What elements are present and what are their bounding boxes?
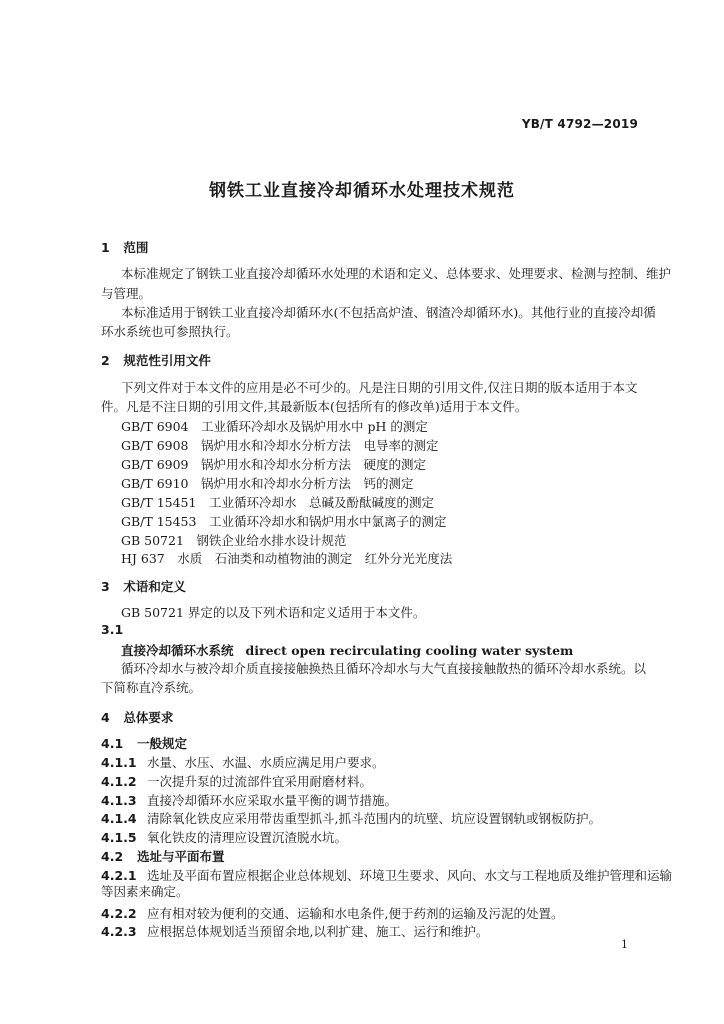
clause-text: 氧化铁皮的清理应设置沉渣脱水坑。 (147, 830, 348, 845)
term-number: 3.1 (101, 622, 124, 637)
section-title: 总体要求 (123, 710, 174, 725)
section-3-heading (101, 577, 186, 595)
clause-4-1-5 (101, 828, 347, 846)
reference-item: GB/T 15453 工业循环冷却水和锅炉用水中氯离子的测定 (121, 514, 447, 529)
paragraph-line: 下列文件对于本文件的应用是必不可少的。凡是注日期的引用文件,仅注日期的版本适用于本文 (121, 380, 638, 395)
page-number: 1 (621, 938, 628, 951)
clause-number: 4.1 (101, 736, 124, 751)
clause-number: 4.2.1 (101, 868, 137, 883)
clause-title: 一般规定 (137, 736, 188, 751)
reference-item: GB/T 6909 锅炉用水和冷却水分析方法 硬度的测定 (121, 457, 427, 472)
clause-4-1 (101, 734, 187, 752)
clause-text: 选址及平面布置应根据企业总体规划、环境卫生要求、风向、水文与工程地质及维护管理和运输 (147, 868, 673, 883)
clause-title: 选址与平面布置 (137, 849, 225, 864)
clause-number: 4.1.4 (101, 811, 137, 826)
term-chinese: 直接冷却循环水系统 (121, 643, 234, 658)
reference-item: GB/T 6908 锅炉用水和冷却水分析方法 电导率的测定 (121, 438, 439, 453)
clause-number: 4.2.2 (101, 906, 137, 921)
reference-item: GB 50721 钢铁企业给水排水设计规范 (121, 533, 347, 548)
section-number: 4 (101, 710, 110, 725)
clause-4-1-4 (101, 809, 601, 827)
clause-text: 清除氧化铁皮应采用带齿重型抓斗,抓斗范围内的坑壁、坑应设置钢轨或钢板防护。 (147, 811, 601, 826)
section-title: 术语和定义 (123, 579, 186, 594)
paragraph-line: 环水系统也可参照执行。 (101, 324, 239, 339)
section-1-heading (101, 238, 148, 256)
clause-4-2-2 (101, 904, 563, 922)
section-2-heading (101, 351, 211, 369)
clause-text: 水量、水压、水温、水质应满足用户要求。 (147, 755, 385, 770)
clause-number: 4.1.1 (101, 755, 137, 770)
term-definition-line: 下简称直冷系统。 (101, 680, 202, 695)
paragraph-line: 本标准规定了钢铁工业直接冷却循环水处理的术语和定义、总体要求、处理要求、检测与控制、维护 (121, 266, 672, 281)
reference-item: GB/T 6904 工业循环冷却水及锅炉用水中 pH 的测定 (121, 419, 428, 434)
term-definition-line: 循环冷却水与被冷却介质直接接触换热且循环冷却水与大气直接接触散热的循环冷却水系统。以 (121, 661, 647, 676)
section-title: 规范性引用文件 (123, 353, 211, 368)
clause-number: 4.1.5 (101, 830, 137, 845)
paragraph-line: GB 50721 界定的以及下列术语和定义适用于本文件。 (121, 605, 426, 620)
reference-item: GB/T 6910 锅炉用水和冷却水分析方法 钙的测定 (121, 476, 414, 491)
clause-4-1-2 (101, 772, 372, 790)
clause-4-2-3 (101, 922, 488, 940)
clause-number: 4.1.2 (101, 774, 137, 789)
section-number: 2 (101, 353, 110, 368)
clause-text: 应有相对较为便利的交通、运输和水电条件,便于药剂的运输及污泥的处置。 (147, 906, 564, 921)
paragraph-line: 与管理。 (101, 286, 152, 301)
clause-number: 4.2.3 (101, 924, 137, 939)
clause-text: 一次提升泵的过流部件宜采用耐磨材料。 (147, 774, 373, 789)
clause-4-2 (101, 847, 225, 865)
paragraph-line: 本标准适用于钢铁工业直接冷却循环水(不包括高炉渣、钢渣冷却循环水)。其他行业的直接冷却循 (121, 305, 656, 320)
clause-number: 4.2 (101, 849, 124, 864)
term-english: direct open recirculating cooling water system (245, 643, 574, 658)
section-number: 3 (101, 579, 110, 594)
clause-text: 直接冷却循环水应采取水量平衡的调节措施。 (147, 793, 398, 808)
reference-item: HJ 637 水质 石油类和动植物油的测定 红外分光光度法 (121, 551, 453, 566)
document-title: 钢铁工业直接冷却循环水处理技术规范 (209, 181, 515, 201)
clause-continuation: 等因素来确定。 (101, 884, 189, 899)
clause-4-1-1 (101, 753, 385, 771)
standard-number: YB/T 4792—2019 (521, 117, 638, 131)
section-number: 1 (101, 240, 110, 255)
term-title (121, 641, 573, 659)
clause-number: 4.1.3 (101, 793, 137, 808)
clause-4-1-3 (101, 791, 397, 809)
paragraph-line: 件。凡是不注日期的引用文件,其最新版本(包括所有的修改单)适用于本文件。 (101, 399, 528, 414)
section-title: 范围 (123, 240, 149, 255)
section-4-heading (101, 708, 173, 726)
clause-text: 应根据总体规划适当预留余地,以利扩建、施工、运行和维护。 (147, 924, 489, 939)
reference-item: GB/T 15451 工业循环冷却水 总碱及酚酞碱度的测定 (121, 495, 434, 510)
